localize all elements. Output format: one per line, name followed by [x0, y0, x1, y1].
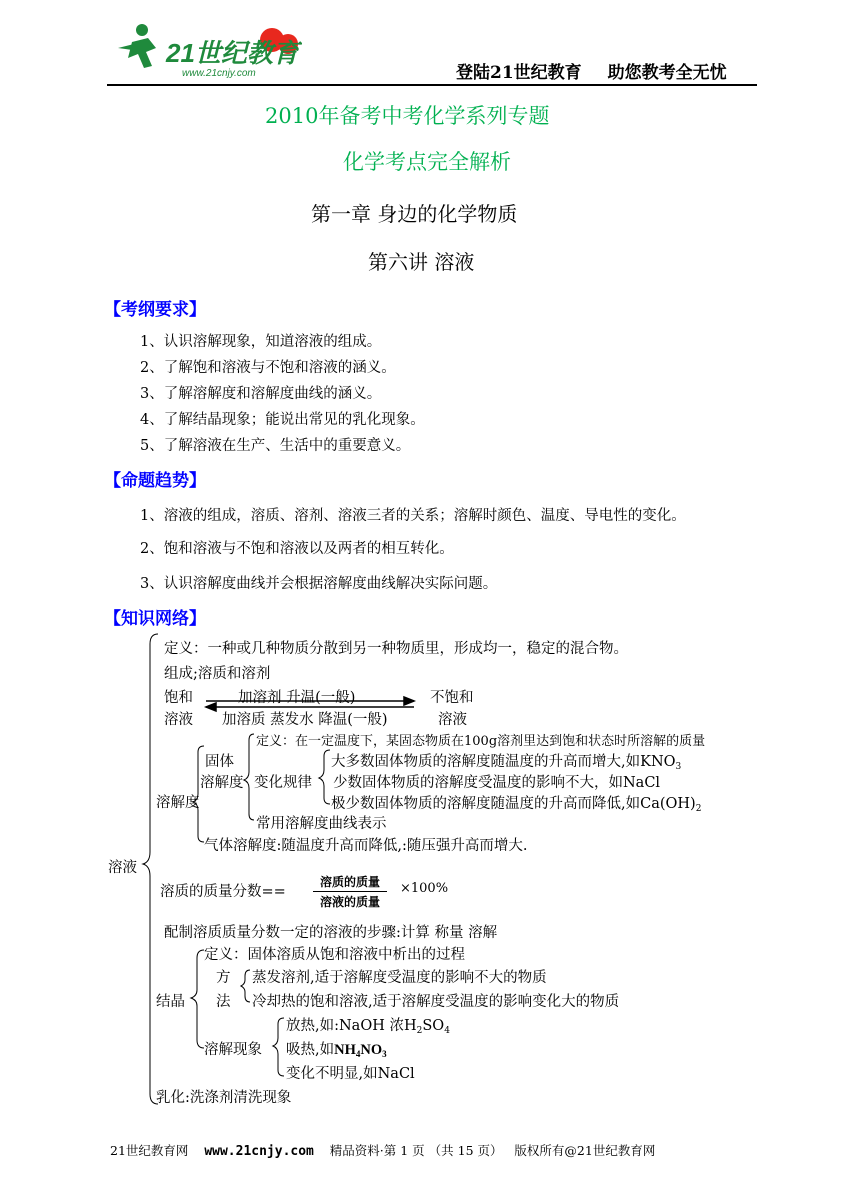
trend-item: 1、溶液的组成，溶质、溶剂、溶液三者的关系；溶解时颜色、温度、导电性的变化。 — [140, 508, 686, 524]
method-label-2: 法 — [216, 994, 231, 1010]
solid-label-1: 固体 — [205, 754, 234, 770]
fraction-numerator: 溶质的质量 — [319, 875, 380, 889]
syllabus-heading: 【考纲要求】 — [104, 300, 206, 320]
syllabus-item: 4、了解结晶现象；能说出常见的乳化现象。 — [140, 412, 425, 428]
trend-heading: 【命题趋势】 — [104, 471, 206, 491]
network-composition: 组成;溶质和溶剂 — [164, 666, 271, 682]
footer-copyright: 版权所有@21世纪教育网 — [514, 1143, 656, 1158]
rule-3: 极少数固体物质的溶解度随温度的升高而降低,如$Ca(OH)_2$ — [331, 796, 702, 814]
syllabus-item: 5、了解溶液在生产、生活中的重要意义。 — [140, 438, 411, 454]
to-unsaturated-methods: 加溶剂 升温(一般) — [238, 690, 356, 706]
saturated-label-2: 溶液 — [164, 712, 193, 728]
crystal-label: 结晶 — [156, 994, 185, 1010]
network-definition: 定义：一种或几种物质分散到另一种物质里，形成均一，稳定的混合物。 — [164, 641, 628, 657]
slogan-right: 助您教考全无忧 — [607, 63, 727, 83]
unsaturated-label-1: 不饱和 — [430, 690, 474, 706]
mass-fraction-formula — [313, 873, 387, 910]
chapter-title: 第一章 身边的化学物质 — [311, 202, 518, 226]
network-heading: 【知识网络】 — [104, 609, 206, 629]
gas-solubility: 气体溶解度:随温度升高而降低,:随压强升高而增大. — [204, 838, 528, 854]
exothermic-example: 放热,如:NaOH 浓$H_2SO_4$ — [286, 1018, 450, 1036]
title-line2: 化学考点完全解析 — [343, 150, 511, 174]
method-cooling: 冷却热的饱和溶液,适于溶解度受温度的影响变化大的物质 — [252, 994, 620, 1010]
solid-solubility-definition: 定义：在一定温度下，某固态物质在100g溶剂里达到饱和状态时所溶解的质量 — [256, 734, 706, 749]
fraction-denominator: 溶液的质量 — [319, 895, 380, 909]
logo-text: 21世纪教育 — [166, 38, 299, 68]
footer — [110, 1141, 655, 1159]
title-line1: 2010年备考中考化学系列专题 — [265, 104, 550, 128]
rule-1: 大多数固体物质的溶解度随温度的升高而增大,如$KNO_3$ — [331, 754, 682, 772]
syllabus-item: 1、认识溶解现象，知道溶液的组成。 — [140, 334, 382, 350]
solid-label-2: 溶解度 — [200, 775, 244, 791]
trend-item: 2、饱和溶液与不饱和溶液以及两者的相互转化。 — [140, 541, 454, 557]
unsaturated-label-2: 溶液 — [438, 712, 467, 728]
syllabus-item: 3、了解溶解度和溶解度曲线的涵义。 — [140, 386, 382, 402]
percent-factor: ×100% — [400, 881, 449, 896]
mass-fraction-label: 溶质的质量分数== — [160, 884, 286, 900]
lecture-title: 第六讲 溶液 — [368, 250, 475, 274]
trend-item: 3、认识溶解度曲线并会根据溶解度曲线解决实际问题。 — [140, 576, 498, 592]
rule-2: 少数固体物质的溶解度受温度的影响不大，如NaCl — [333, 775, 661, 791]
endothermic-example: 吸热,如$NH_4NO_3$ — [286, 1042, 387, 1059]
no-change-example: 变化不明显,如NaCl — [286, 1066, 415, 1082]
footer-url[interactable]: www.21cnjy.com — [204, 1144, 314, 1159]
root-label: 溶液 — [108, 860, 137, 876]
crystal-definition: 定义：固体溶质从饱和溶液中析出的过程 — [204, 947, 465, 963]
footer-page-info: 精品资料·第 1 页 （共 15 页） — [329, 1143, 503, 1158]
method-evaporate: 蒸发溶剂,适于溶解度受温度的影响不大的物质 — [252, 970, 547, 986]
dissolution-phenomenon-label: 溶解现象 — [204, 1042, 262, 1058]
change-rule-label: 变化规律 — [254, 775, 312, 791]
method-label-1: 方 — [216, 970, 231, 986]
syllabus-item: 2、了解饱和溶液与不饱和溶液的涵义。 — [140, 360, 396, 376]
to-saturated-methods: 加溶质 蒸发水 降温(一般) — [222, 712, 388, 728]
slogan-left: 登陆21世纪教育 — [456, 63, 582, 83]
solubility-curve-note: 常用溶解度曲线表示 — [256, 816, 387, 832]
saturated-label-1: 饱和 — [164, 690, 193, 706]
footer-site: 21世纪教育网 — [110, 1143, 189, 1158]
emulsify-label: 乳化:洗涤剂清洗现象 — [156, 1090, 292, 1106]
solubility-label: 溶解度 — [156, 795, 200, 811]
logo-url: www.21cnjy.com — [182, 68, 256, 79]
preparation-steps: 配制溶质质量分数一定的溶液的步骤:计算 称量 溶解 — [164, 925, 498, 941]
